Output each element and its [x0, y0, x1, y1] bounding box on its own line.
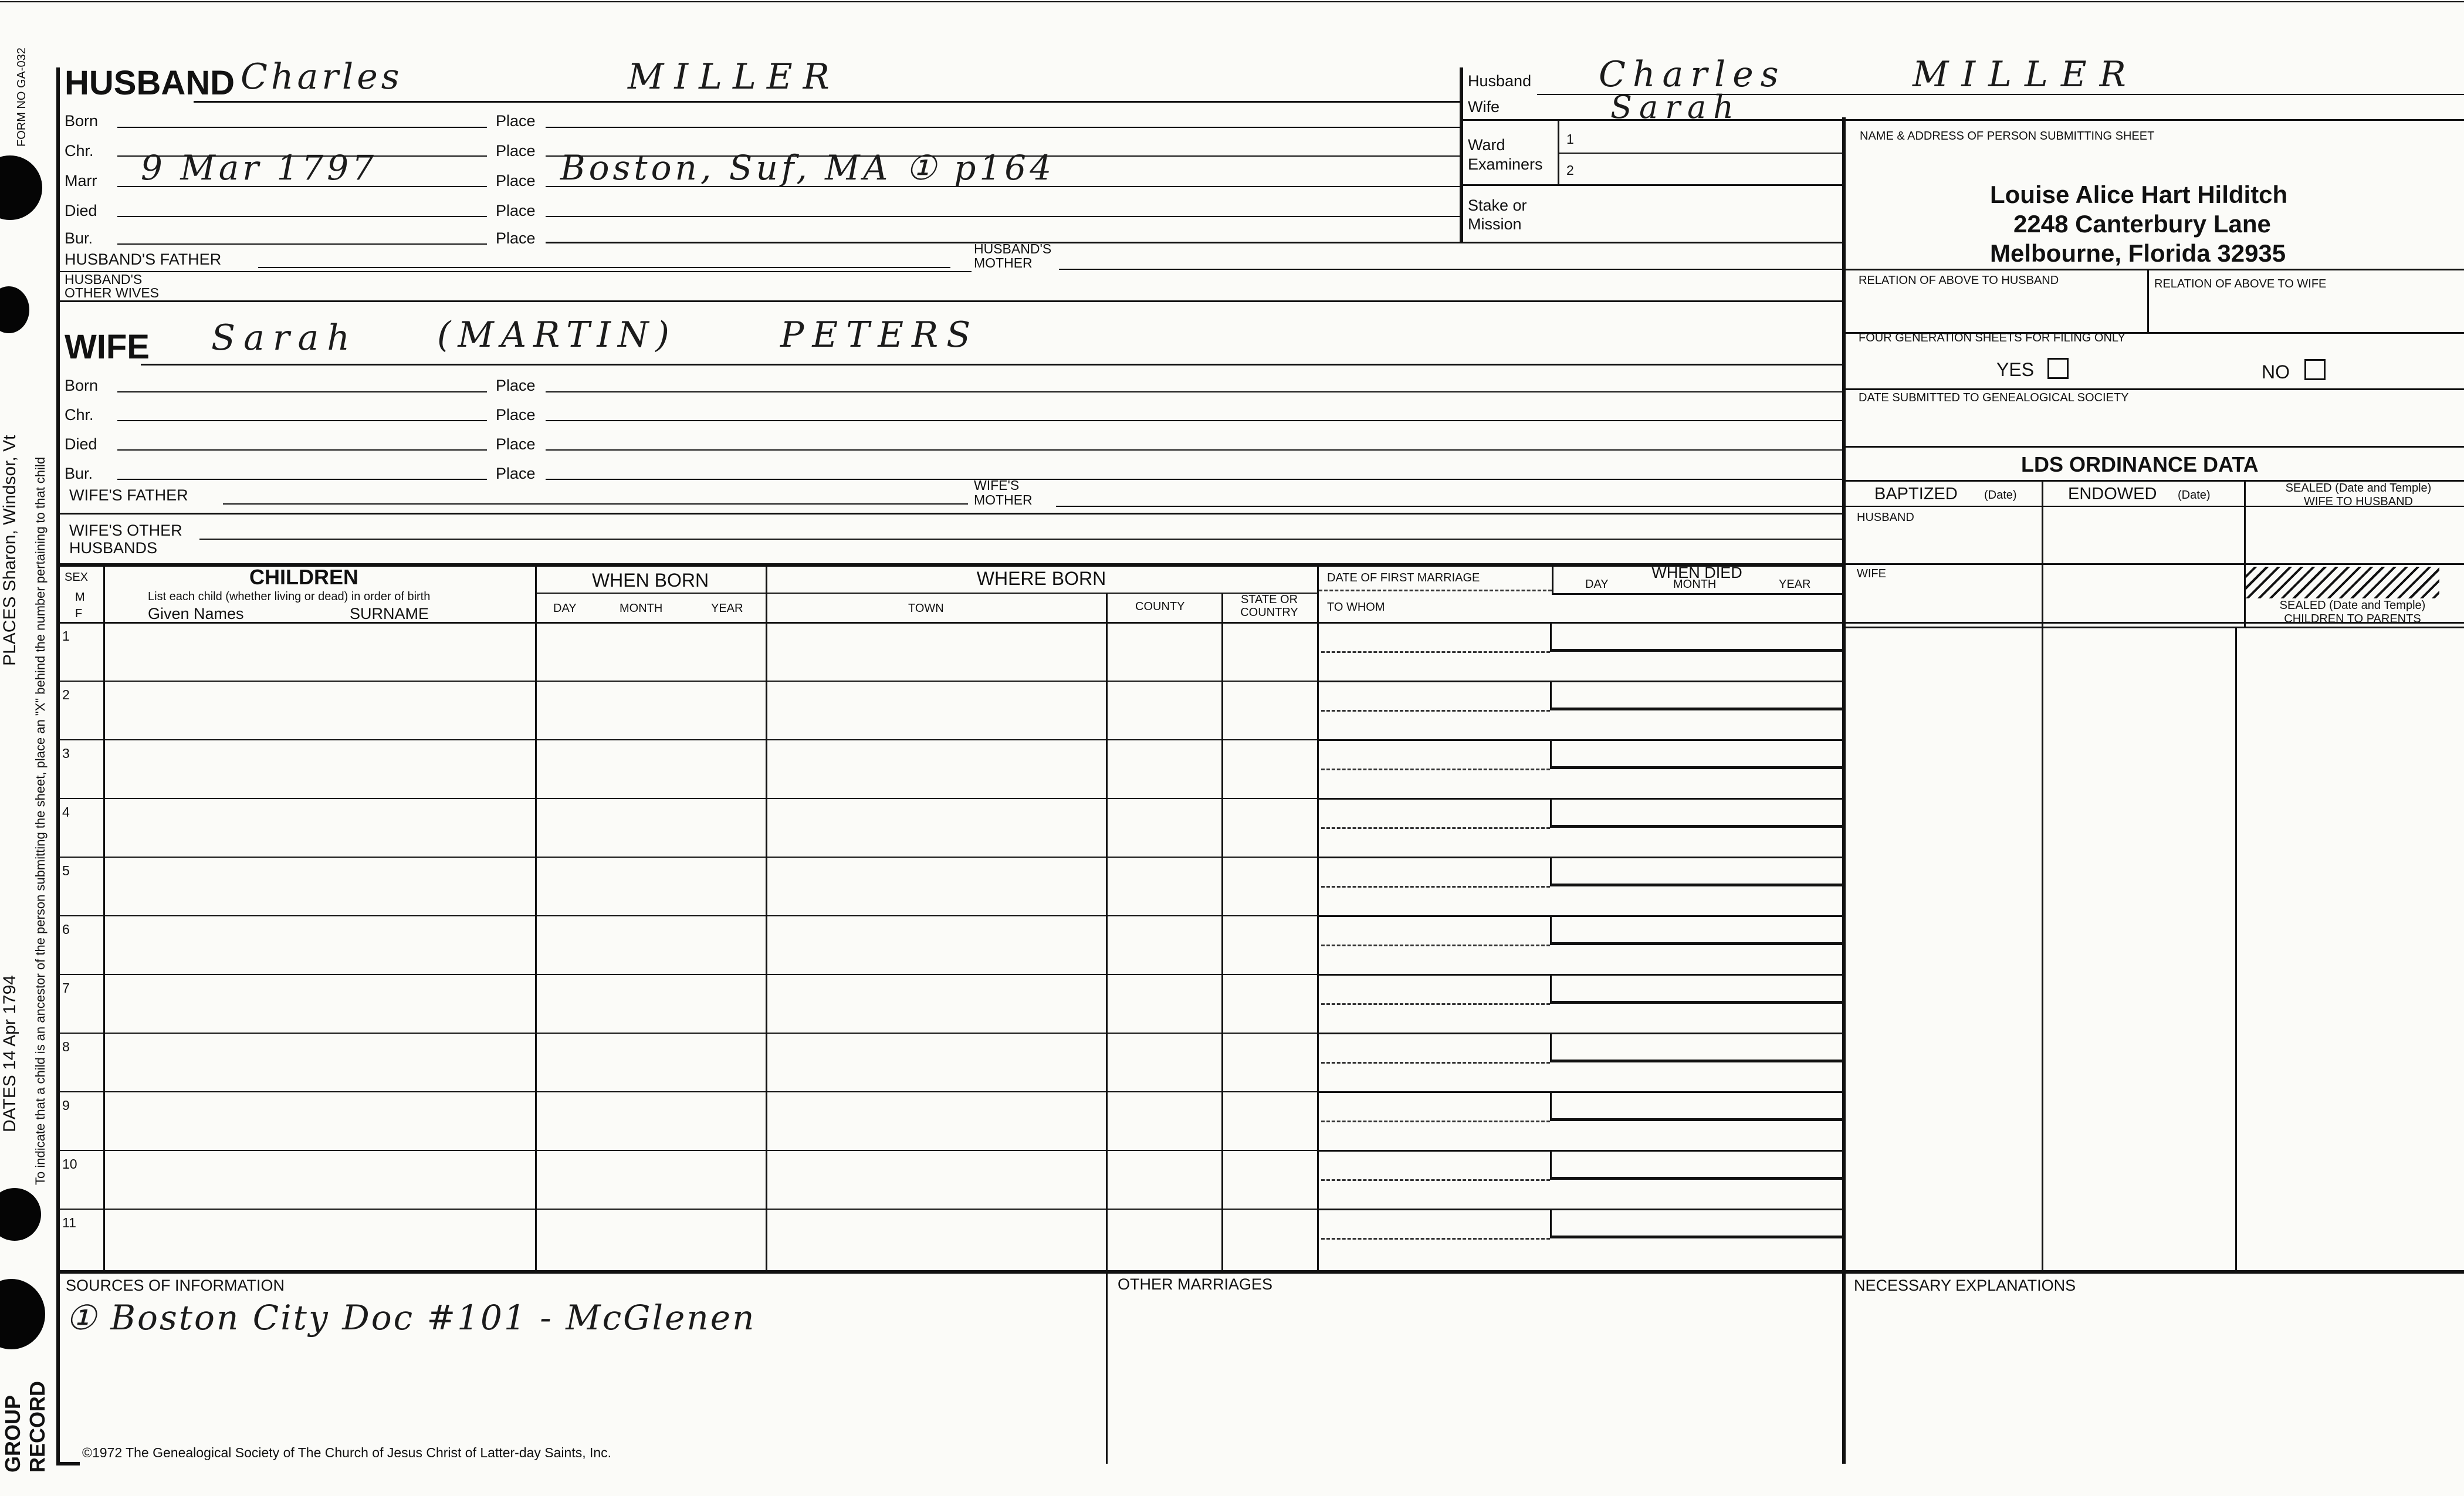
child-died-bracket: [1550, 682, 1552, 709]
husband-name-line: [194, 101, 1460, 103]
child-died-line: [1550, 1177, 1842, 1180]
died-day-header: DAY: [1585, 578, 1609, 591]
margin-instruction: To indicate that a child is an ancestor of the person submitting the sheet, place an "X" behind the number pertaining to that child: [33, 456, 48, 1185]
child-row-divider-right: [1317, 798, 1842, 800]
child-died-line: [1550, 825, 1842, 828]
wife-given-name: Sarah: [211, 317, 358, 358]
husband-mother-label-1: HUSBAND'S: [974, 241, 1052, 256]
when-died-header: WHEN DIED: [1651, 564, 1742, 581]
wife-bur-label: Bur.: [65, 465, 93, 482]
child-died-line: [1550, 884, 1842, 886]
child-died-bracket: [1550, 740, 1552, 767]
date-submitted-label: DATE SUBMITTED TO GENEALOGICAL SOCIETY: [1859, 391, 2129, 404]
wife-died-label: Died: [65, 435, 97, 453]
child-marriage-line: [1321, 886, 1550, 888]
child-row-divider-right: [1317, 739, 1842, 741]
wife-other-husbands-2: HUSBANDS: [69, 539, 158, 557]
submitter-name: Louise Alice Hart Hilditch: [1990, 181, 2288, 208]
header-husband-given: Charles: [1599, 54, 1786, 95]
child-row-divider: [56, 974, 1317, 975]
stake-label: Stake or: [1468, 197, 1527, 214]
child-marriage-line: [1321, 1238, 1550, 1240]
header-wife-given: Sarah: [1610, 89, 1741, 126]
submitter-city: Melbourne, Florida 32935: [1990, 239, 2286, 267]
child-row-divider: [56, 1091, 1317, 1092]
child-row-divider-right: [1317, 1150, 1842, 1152]
wife-heading: WIFE: [65, 328, 150, 366]
side-title-record: RECORD: [25, 1380, 49, 1473]
child-died-bracket: [1550, 1034, 1552, 1061]
first-marriage-header: DATE OF FIRST MARRIAGE: [1327, 571, 1480, 584]
child-row-number: 11: [62, 1215, 76, 1230]
child-row-divider-right: [1317, 1091, 1842, 1093]
baptized-label: BAPTIZED: [1874, 485, 1958, 503]
died-month-header: MONTH: [1673, 578, 1717, 591]
child-row-number: 2: [62, 687, 70, 702]
born-day-header: DAY: [553, 602, 577, 615]
child-died-bracket: [1550, 916, 1552, 943]
wife-other-husbands-1: WIFE'S OTHER: [69, 522, 182, 539]
child-row-number: 1: [62, 628, 70, 644]
header-husband-surname: MILLER: [1913, 54, 2139, 95]
punch-hole-2: [0, 286, 29, 333]
child-row-divider: [56, 915, 1317, 916]
husband-surname: MILLER: [628, 56, 840, 97]
sex-label: SEX: [65, 571, 89, 584]
child-died-line: [1550, 1118, 1842, 1121]
given-names-header: Given Names: [148, 605, 244, 622]
child-marriage-line: [1321, 827, 1550, 829]
wife-maiden-name: (MARTIN): [437, 314, 676, 356]
husband-marriage-place: Boston, Suf, MA ① p164: [560, 148, 1055, 188]
mission-label: Mission: [1468, 215, 1522, 233]
born-month-header: MONTH: [620, 602, 663, 615]
child-died-line: [1550, 1001, 1842, 1004]
child-died-line: [1550, 649, 1842, 652]
child-died-bracket: [1550, 623, 1552, 650]
husband-died-place-label: Place: [496, 202, 536, 219]
wife-died-place-label: Place: [496, 435, 536, 453]
no-label: NO: [2262, 361, 2290, 383]
child-row-divider-right: [1317, 681, 1842, 682]
husband-marriage-date: 9 Mar 1797: [141, 148, 378, 188]
sealed-wife-label-2: WIFE TO HUSBAND: [2304, 495, 2413, 508]
punch-hole-1: [0, 155, 42, 220]
wife-born-place-label: Place: [496, 377, 536, 394]
husband-chr-label: Chr.: [65, 142, 94, 160]
state-header-2: COUNTRY: [1240, 606, 1298, 619]
sealed-children-label-2: CHILDREN TO PARENTS: [2284, 612, 2421, 625]
to-whom-header: TO WHOM: [1327, 601, 1385, 614]
lds-husband-label: HUSBAND: [1857, 511, 1914, 524]
child-marriage-line: [1321, 651, 1550, 653]
sources-label: SOURCES OF INFORMATION: [66, 1277, 285, 1294]
husband-bur-label: Bur.: [65, 229, 93, 247]
child-died-line: [1550, 1236, 1842, 1238]
child-row-number: 9: [62, 1098, 70, 1113]
child-marriage-line: [1321, 1121, 1550, 1122]
husband-other-wives-2: OTHER WIVES: [65, 285, 160, 300]
child-row-divider: [56, 681, 1317, 682]
child-marriage-line: [1321, 945, 1550, 946]
child-row-number: 10: [62, 1156, 77, 1172]
relation-husband-label: RELATION OF ABOVE TO HUSBAND: [1859, 274, 2059, 287]
no-checkbox[interactable]: [2304, 359, 2326, 380]
town-header: TOWN: [908, 602, 944, 615]
margin-places: PLACES Sharon, Windsor, Vt: [0, 435, 19, 666]
wife-chr-place-label: Place: [496, 406, 536, 424]
husband-marr-place-label: Place: [496, 172, 536, 189]
child-row-number: 6: [62, 922, 70, 937]
wife-mother-label-1: WIFE'S: [974, 478, 1020, 493]
top-edge: [0, 1, 2464, 2]
husband-given-name: Charles: [241, 56, 403, 97]
child-died-line: [1550, 766, 1842, 769]
four-generation-label: FOUR GENERATION SHEETS FOR FILING ONLY: [1859, 331, 2125, 344]
child-row-divider: [56, 1150, 1317, 1151]
child-row-divider: [56, 739, 1317, 740]
state-header-1: STATE OR: [1240, 593, 1298, 606]
when-born-header: WHEN BORN: [591, 570, 709, 591]
child-row-divider: [56, 857, 1317, 858]
husband-bur-place-label: Place: [496, 229, 536, 247]
sex-m-label: M: [75, 591, 85, 604]
right-section-divider: [1842, 117, 1846, 1464]
child-died-bracket: [1550, 1210, 1552, 1237]
died-year-header: YEAR: [1779, 578, 1811, 591]
children-heading: CHILDREN: [249, 565, 358, 589]
baptized-date-label: (Date): [1984, 489, 2017, 502]
child-row-divider: [56, 1033, 1317, 1034]
husband-chr-place-label: Place: [496, 142, 536, 160]
examiners-label: Examiners: [1468, 155, 1543, 173]
child-row-divider-right: [1317, 1209, 1842, 1210]
sealed-wife-label-1: SEALED (Date and Temple): [2285, 482, 2432, 495]
husband-marr-label: Marr: [65, 172, 97, 189]
child-died-bracket: [1550, 799, 1552, 826]
yes-label: YES: [1996, 359, 2035, 380]
child-row-number: 3: [62, 746, 70, 761]
margin-dates: DATES 14 Apr 1794: [0, 975, 19, 1132]
child-died-bracket: [1550, 858, 1552, 885]
child-row-number: 7: [62, 980, 70, 996]
child-row-divider-right: [1317, 857, 1842, 858]
wife-bur-place-label: Place: [496, 465, 536, 482]
sources-text: ① Boston City Doc #101 - McGlenen: [66, 1298, 756, 1338]
submitter-label: NAME & ADDRESS OF PERSON SUBMITTING SHEET: [1860, 130, 2155, 143]
header-box-divider: [1460, 67, 1463, 243]
relation-wife-label: RELATION OF ABOVE TO WIFE: [2154, 277, 2327, 290]
husband-born-label: Born: [65, 112, 99, 130]
child-row-divider: [56, 798, 1317, 799]
header-wife-label: Wife: [1468, 98, 1500, 116]
lds-wife-label: WIFE: [1857, 567, 1886, 580]
child-marriage-line: [1321, 769, 1550, 770]
children-note: List each child (whether living or dead) in order of birth: [148, 590, 431, 603]
child-died-bracket: [1550, 1151, 1552, 1178]
child-died-line: [1550, 1060, 1842, 1062]
child-marriage-line: [1321, 1062, 1550, 1064]
child-marriage-line: [1321, 1179, 1550, 1181]
header-husband-label: Husband: [1468, 72, 1532, 90]
left-border: [56, 67, 60, 1464]
husband-other-wives-1: HUSBAND'S: [65, 272, 143, 287]
endowed-label: ENDOWED: [2068, 485, 2157, 503]
punch-hole-3: [0, 1188, 41, 1241]
child-row-number: 5: [62, 863, 70, 878]
surname-header: SURNAME: [350, 605, 429, 622]
sealed-hatch-area: [2246, 567, 2439, 598]
submitter-street: 2248 Canterbury Lane: [2013, 210, 2271, 238]
endowed-date-label: (Date): [2178, 489, 2211, 502]
child-row-number: 4: [62, 804, 70, 820]
punch-hole-4: [0, 1279, 45, 1349]
wife-chr-label: Chr.: [65, 406, 94, 424]
child-row-number: 8: [62, 1039, 70, 1054]
form-number: FORM NO GA-032: [15, 48, 28, 147]
wife-born-label: Born: [65, 377, 99, 394]
wife-surname: PETERS: [780, 314, 979, 356]
born-year-header: YEAR: [711, 602, 743, 615]
child-died-line: [1550, 942, 1842, 945]
where-born-header: WHERE BORN: [976, 568, 1106, 589]
child-row-divider-right: [1317, 915, 1842, 917]
child-died-line: [1550, 708, 1842, 710]
copyright: ©1972 The Genealogical Society of The Church of Jesus Christ of Latter-day Saints, Inc.: [82, 1445, 612, 1460]
sex-f-label: F: [75, 607, 83, 620]
child-row-divider: [56, 1209, 1317, 1210]
husband-father-label: HUSBAND'S FATHER: [65, 251, 222, 268]
other-marriages-label: OTHER MARRIAGES: [1118, 1275, 1273, 1293]
child-died-bracket: [1550, 1092, 1552, 1119]
examiner-2: 2: [1566, 163, 1574, 178]
husband-born-place-label: Place: [496, 112, 536, 130]
ward-label: Ward: [1468, 136, 1505, 154]
sealed-children-label-1: SEALED (Date and Temple): [2279, 599, 2426, 612]
examiner-1: 1: [1566, 131, 1574, 147]
lds-title: LDS ORDINANCE DATA: [2021, 452, 2259, 476]
husband-mother-label-2: MOTHER: [974, 255, 1033, 270]
necessary-explanations-label: NECESSARY EXPLANATIONS: [1854, 1277, 2076, 1294]
child-marriage-line: [1321, 1003, 1550, 1005]
child-marriage-line: [1321, 710, 1550, 712]
child-died-bracket: [1550, 975, 1552, 1002]
husband-heading: HUSBAND: [65, 64, 235, 102]
yes-checkbox[interactable]: [2047, 358, 2069, 379]
child-row-divider-right: [1317, 974, 1842, 976]
husband-died-label: Died: [65, 202, 97, 219]
side-title-group: GROUP: [1, 1395, 25, 1473]
county-header: COUNTY: [1135, 600, 1185, 613]
wife-father-label: WIFE'S FATHER: [69, 486, 188, 504]
wife-mother-label-2: MOTHER: [974, 492, 1033, 507]
child-row-divider-right: [1317, 1033, 1842, 1034]
